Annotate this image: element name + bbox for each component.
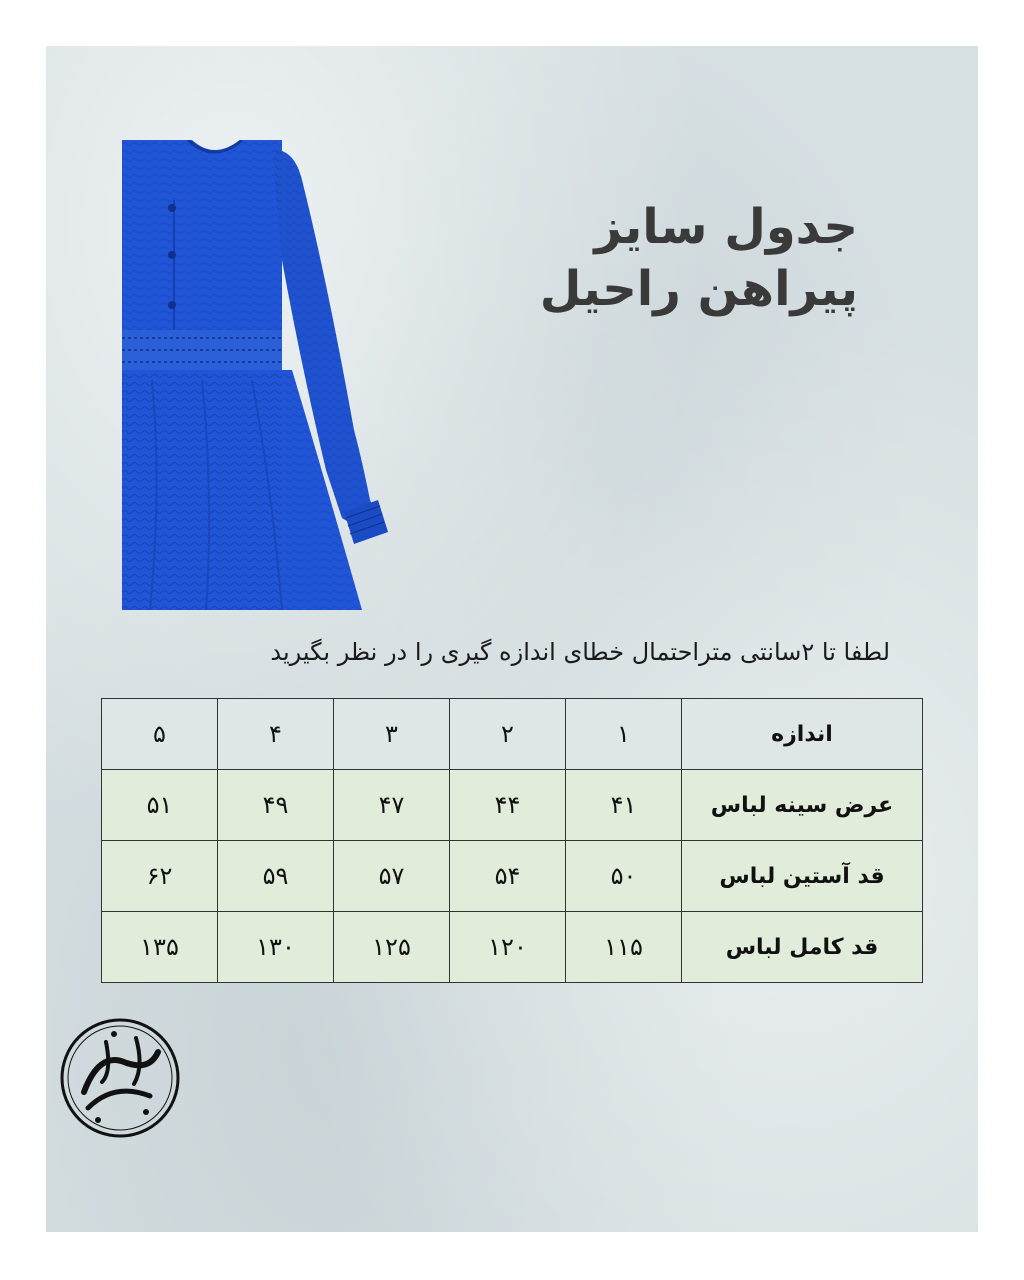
title-line-1: جدول سایز <box>594 199 858 255</box>
table-cell: ۵۷ <box>334 841 450 912</box>
table-cell: ۱۳۵ <box>102 912 218 983</box>
header-size-3: ۳ <box>334 699 450 770</box>
table-cell: ۱۳۰ <box>218 912 334 983</box>
table-cell: ۱۲۵ <box>334 912 450 983</box>
size-table <box>101 698 923 983</box>
table-row <box>102 912 923 983</box>
header-label: اندازه <box>682 699 923 770</box>
table-cell: ۵۰ <box>566 841 682 912</box>
table-cell: ۴۴ <box>450 770 566 841</box>
table-cell: ۵۴ <box>450 841 566 912</box>
row-label-chest: عرض سینه لباس <box>682 770 923 841</box>
header-size-2: ۲ <box>450 699 566 770</box>
header-size-4: ۴ <box>218 699 334 770</box>
row-label-length: قد کامل لباس <box>682 912 923 983</box>
dress-photo <box>122 140 388 610</box>
table-cell: ۵۹ <box>218 841 334 912</box>
table-cell: ۴۱ <box>566 770 682 841</box>
table-row <box>102 841 923 912</box>
header-size-1: ۱ <box>566 699 682 770</box>
measurement-note: لطفا تا ۲سانتی متراحتمال خطای اندازه گیری را در نظر بگیرید <box>270 638 890 666</box>
table-cell: ۶۲ <box>102 841 218 912</box>
brand-logo-seal <box>54 1012 186 1144</box>
row-label-sleeve: قد آستین لباس <box>682 841 923 912</box>
table-cell: ۵۱ <box>102 770 218 841</box>
table-cell: ۱۲۰ <box>450 912 566 983</box>
table-header-row <box>102 699 923 770</box>
table-cell: ۴۹ <box>218 770 334 841</box>
page-title <box>438 196 858 320</box>
table-cell: ۱۱۵ <box>566 912 682 983</box>
table-row <box>102 770 923 841</box>
table-cell: ۴۷ <box>334 770 450 841</box>
title-line-2: پیراهن راحیل <box>539 261 858 317</box>
header-size-5: ۵ <box>102 699 218 770</box>
size-chart-card <box>46 46 978 1232</box>
